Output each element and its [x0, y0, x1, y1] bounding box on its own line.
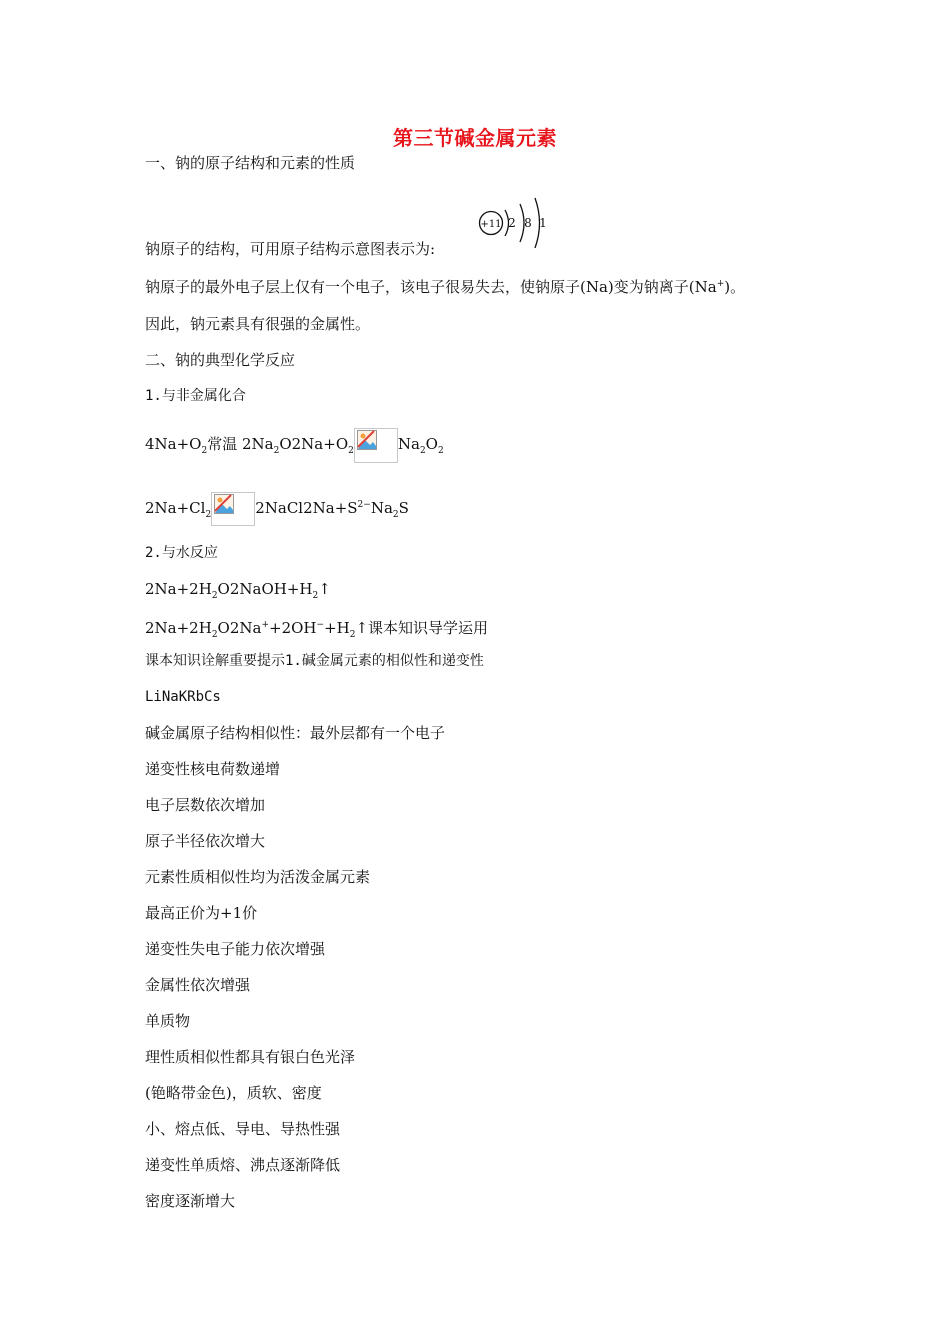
note-line: 单质物 [145, 1012, 191, 1030]
equation-chlorine-sulfur: $2Na+Cl_2$ $2NaCl2Na+S^{2-}Na_2S$ [145, 488, 409, 522]
note-line: LiNaKRbCs [145, 689, 221, 705]
section2-heading: 二、钠的典型化学反应 [145, 351, 296, 369]
note-line: 递变性失电子能力依次增强 [145, 940, 326, 958]
note-line: 递变性核电荷数递增 [145, 760, 281, 778]
note-line: 原子半径依次增大 [145, 832, 266, 850]
note-line: 金属性依次增强 [145, 976, 251, 994]
page-title: 第三节碱金属元素 [393, 126, 557, 150]
subheading-nonmetal: 1.与非金属化合 [145, 388, 246, 404]
note-line: 电子层数依次增加 [145, 796, 266, 814]
note-line: (铯略带金色)，质软、密度 [145, 1084, 322, 1102]
note-line: 密度逐渐增大 [145, 1192, 236, 1210]
image-placeholder [211, 492, 255, 526]
broken-image-icon [357, 430, 377, 450]
broken-image-icon [214, 494, 234, 514]
nucleus-charge: +11 [480, 219, 502, 230]
shell-2-electrons: 8 [524, 216, 532, 230]
diagram-intro: 钠原子的结构，可用原子结构示意图表示为: [145, 240, 436, 258]
equation-water-2: $2Na+2H_2O2Na^++2OH^-+H_2↑$课本知识导学运用 [145, 619, 489, 640]
shell-3-electrons: 1 [539, 216, 547, 230]
conclusion-text: 因此，钠元素具有很强的金属性。 [145, 315, 371, 333]
note-line: 课本知识诠解重要提示1.碱金属元素的相似性和递变性 [145, 653, 484, 669]
section1-heading: 一、钠的原子结构和元素的性质 [145, 154, 356, 172]
note-line: 最高正价为+1价 [145, 904, 258, 922]
note-line: 碱金属原子结构相似性：最外层都有一个电子 [145, 724, 446, 742]
outer-shell-text: 钠原子的最外电子层上仅有一个电子，该电子很易失去，使钠原子(Na)变为钠离子(Na+)。 [145, 278, 746, 296]
subheading-water: 2.与水反应 [145, 545, 218, 561]
note-line: 递变性单质熔、沸点逐渐降低 [145, 1156, 341, 1174]
equation-oxygen: $4Na+O_2$常温 $2Na_2O2Na+O_2$ $Na_2O_2$ [145, 426, 444, 462]
sodium-atom-diagram [478, 192, 558, 248]
note-line: 小、熔点低、导电、导热性强 [145, 1120, 341, 1138]
equation-water-1: $2Na+2H_2O2NaOH+H_2↑$ [145, 580, 331, 601]
note-line: 元素性质相似性均为活泼金属元素 [145, 868, 371, 886]
shell-1-electrons: 2 [508, 216, 516, 230]
note-line: 理性质相似性都具有银白色光泽 [145, 1048, 356, 1066]
image-placeholder [354, 428, 398, 463]
